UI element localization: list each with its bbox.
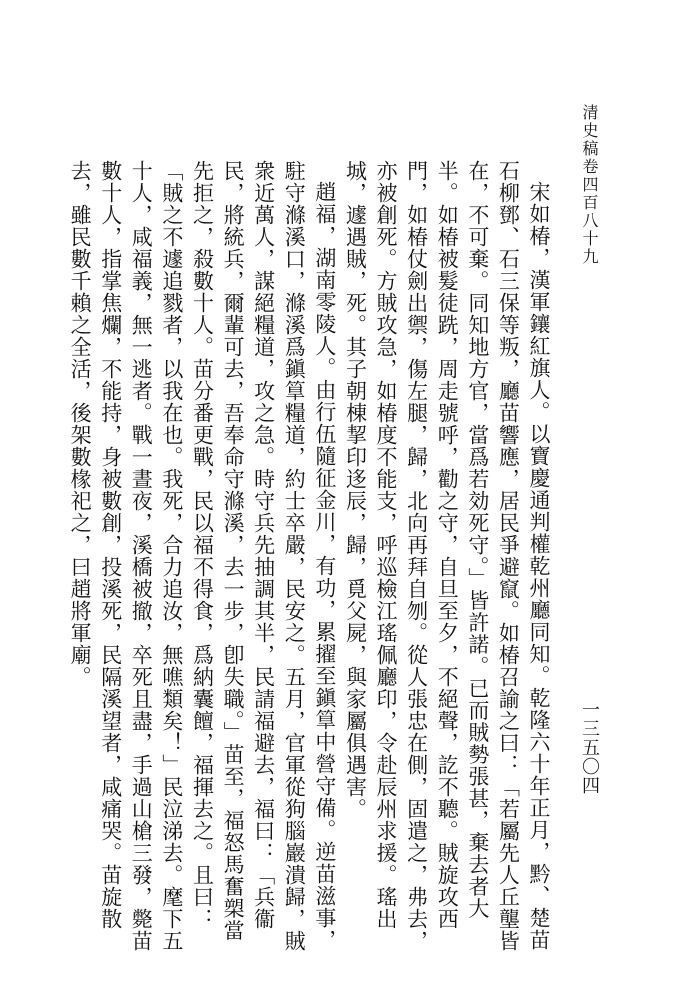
main-text-column-block <box>68 160 554 960</box>
biography-song-ruchun: 宋如椿，漢軍鑲紅旗人。以寶慶通判權乾州廳同知。乾隆六十年正月，黔、楚苗石柳鄧、石三保等叛，廳苗響應，居民爭避竄。如椿召諭之曰：「若屬先人丘壟皆在，不可棄。同知地方官，當爲若効死守。」皆許諾。已而賊勢張甚，棄去者大半。如椿被髮徒跣，周走號呼，勸之守，自旦至夕，不絕聲，訖不聽。賊旋攻西門，如椿仗劍出禦，傷左腿，歸，北向再拜自刎。從人張忠在側，固遣之，弗去，亦被創死。方賊攻急，如椿度不能支，呼巡檢江瑤佩廳印，令赴辰州求援。瑤出城，遽遇賊，死。其子朝棟挈印迻辰，歸，覓父屍，與家屬俱遇害。 <box>343 160 551 952</box>
page-number: 一三五〇四 <box>579 700 600 795</box>
biography-zhao-fu: 趙福，湖南零陵人。由行伍隨征金川，有功，累擢至鎭筸中營守備。逆苗滋事，駐守滌溪口，滌溪爲鎭筸糧道，約士卒嚴，民安之。五月，官軍從狗腦巖潰歸，賊衆近萬人，謀絕糧道，攻之急。時守兵先抽調其半，民請福避去，福曰：「兵衞民，將統兵，爾輩可去，吾奉命守滌溪，去一步，卽失職。」苗至，福怒馬奮槊當先拒之，殺數十人。苗分番更戰，民以福不得食，爲納囊饘，福揮去之。且曰：「賊之不遽追戮者，以我在也。我死，合力追汝，無噍類矣！」民泣涕去。麾下五十人，咸福義，無一逃者。戰一晝夜，溪橋被撤，卒死且盡，手過山槍三發，斃苗數十人，指掌焦爛，不能持，身被數創，投溪死，民隔溪望者，咸痛哭。苗旋散去，雖民數千賴之全活，後架數椽祀之，曰趙將軍廟。 <box>68 160 337 952</box>
header-title: 清史稿卷四百八十九 <box>580 104 599 266</box>
